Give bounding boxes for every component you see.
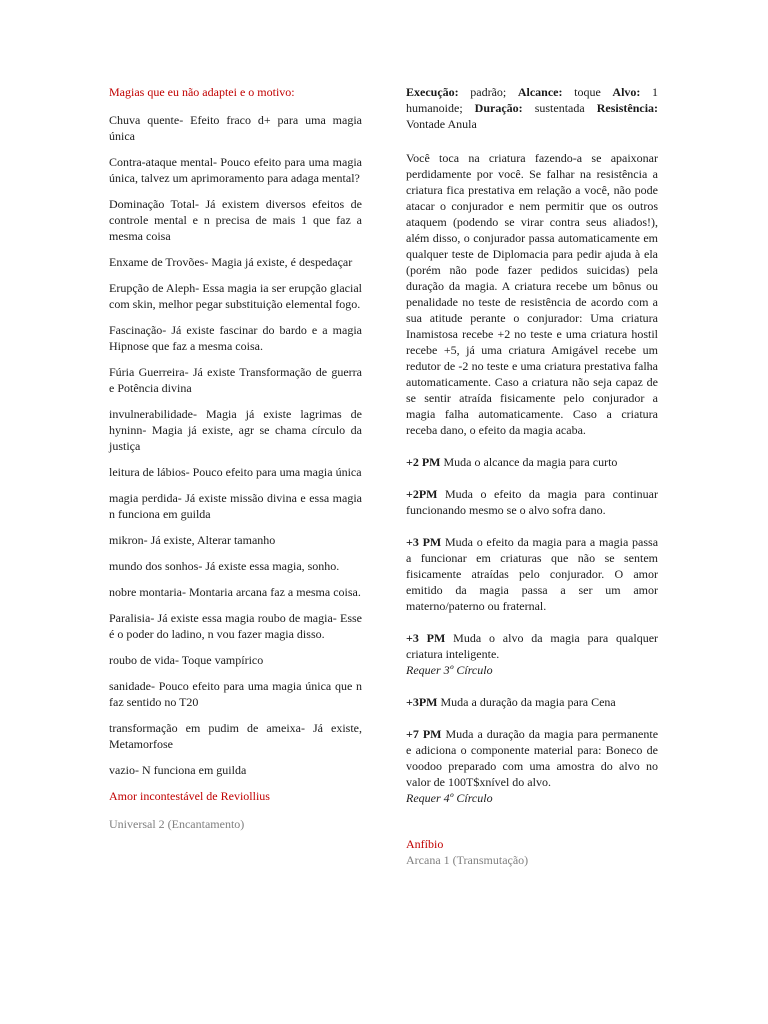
list-item: Fascinação- Já existe fascinar do bardo e a magia Hipnose que faz a mesma coisa. [109, 323, 362, 353]
stat-label: Execução: [406, 85, 459, 99]
list-item: mikron- Já existe, Alterar tamanho [109, 533, 276, 547]
augment-text: Muda o efeito da magia para a magia passa a funcionar em criaturas que não se sentem fisicamente atraídas pelo conjurador. O amor emitido da magia passa a ser um amor materno/paterno ou fraternal. [406, 535, 659, 613]
list-item: Erupção de Aleph- Essa magia ia ser erupção glacial com skin, melhor pegar substituição elemental fogo. [109, 281, 362, 311]
list-item: Contra-ataque mental- Pouco efeito para uma magia única, talvez um aprimoramento para adaga mental? [109, 155, 362, 185]
stat-value: toque [574, 85, 601, 99]
right-column [406, 84, 658, 868]
list-item: transformação em pudim de ameixa- Já existe, Metamorfose [109, 721, 362, 751]
left-column [109, 84, 362, 832]
list-item: Fúria Guerreira- Já existe Transformação de guerra e Potência divina [109, 365, 362, 395]
augment [406, 694, 658, 710]
list-item: Chuva quente- Efeito fraco d+ para uma magia única [109, 113, 362, 143]
list-item: leitura de lábios- Pouco efeito para uma magia única [109, 465, 362, 479]
list-item: invulnerabilidade- Magia já existe lagrimas de hyninn- Magia já existe, agr se chama círculo da justiça [109, 407, 362, 453]
stat-label: Alvo: [612, 85, 641, 99]
spell-school: Universal 2 (Encantamento) [109, 817, 245, 831]
augment-text: Muda a duração da magia para permanente e adiciona o componente material para: Boneco de voodoo preparado com uma amostra do alvo no valor de 100T$xnível do alvo. [406, 727, 659, 789]
augment-cost: +3PM [406, 695, 438, 709]
stat-label: Duração: [474, 101, 523, 115]
augment [406, 486, 658, 518]
next-spell-title: Anfíbio [406, 837, 444, 851]
stat-value: sustentada [534, 101, 585, 115]
list-item: Dominação Total- Já existem diversos efeitos de controle mental e n precisa de mais 1 que faz a mesma coisa [109, 197, 362, 243]
list-item: Enxame de Trovões- Magia já existe, é despedaçar [109, 255, 353, 269]
augment [406, 454, 658, 470]
spell-description: Você toca na criatura fazendo-a se apaixonar perdidamente por você. Se falhar na resistência a criatura fica prestativa em relação a você, não pode atacar o conjurador e nem permitir que os outros ataquem (podendo se virar contra seus aliados!), além disso, o conjurador passa automaticamente em qualquer teste de Diplomacia para pedir ajuda à ela (porém não pode fazer pedidos suicidas) pela duração da magia. A criatura recebe um bônus ou penalidade no teste de resistência de acordo com a sua atitude perante o conjurador: Uma criatura Inamistosa recebe +2 no teste e uma criatura hostil recebe +5, já uma criatura Amigável recebe um redutor de -2 no teste e uma criatura prestativa falha automaticamente. Caso a criatura não seja capaz de se sentir atraída fisicamente pelo conjurador a magia falha automaticamente. Caso a criatura receba dano, o efeito da magia acaba. [406, 151, 658, 437]
augment [406, 726, 658, 806]
augment-cost: +3 PM [406, 631, 446, 645]
augment-cost: +2 PM [406, 455, 441, 469]
stat-label: Resistência: [596, 101, 659, 115]
spell-title: Amor incontestável de Reviollius [109, 789, 270, 803]
section-heading: Magias que eu não adaptei e o motivo: [109, 85, 295, 99]
list-item: roubo de vida- Toque vampírico [109, 653, 264, 667]
stat-value: Vontade Anula [406, 117, 477, 131]
augment-text: Muda a duração da magia para Cena [440, 695, 616, 709]
stat-value: padrão; [470, 85, 507, 99]
list-item: Paralisia- Já existe essa magia roubo de magia- Esse é o poder do ladino, n vou fazer magia disso. [109, 611, 362, 641]
augment-cost: +3 PM [406, 535, 442, 549]
list-item: magia perdida- Já existe missão divina e essa magia n funciona em guilda [109, 491, 362, 521]
augment [406, 630, 658, 678]
list-item: sanidade- Pouco efeito para uma magia única que n faz sentido no T20 [109, 679, 362, 709]
augment-text: Muda o alcance da magia para curto [443, 455, 618, 469]
augment-cost: +7 PM [406, 727, 442, 741]
augment-cost: +2PM [406, 487, 438, 501]
augment-requirement: Requer 4º Círculo [406, 791, 493, 805]
stat-value: 1 humanoide; [406, 85, 659, 115]
list-item: mundo dos sonhos- Já existe essa magia, sonho. [109, 559, 340, 573]
augment-text: Muda o alvo da magia para qualquer criatura inteligente. [406, 631, 659, 661]
spell-stats [406, 84, 658, 132]
next-spell-school: Arcana 1 (Transmutação) [406, 853, 529, 867]
list-item: nobre montaria- Montaria arcana faz a mesma coisa. [109, 585, 361, 599]
augment-text: Muda o efeito da magia para continuar funcionando mesmo se o alvo sofra dano. [406, 487, 658, 517]
augment-requirement: Requer 3º Círculo [406, 663, 493, 677]
augment [406, 534, 658, 614]
list-item: vazio- N funciona em guilda [109, 763, 247, 777]
stat-label: Alcance: [517, 85, 563, 99]
